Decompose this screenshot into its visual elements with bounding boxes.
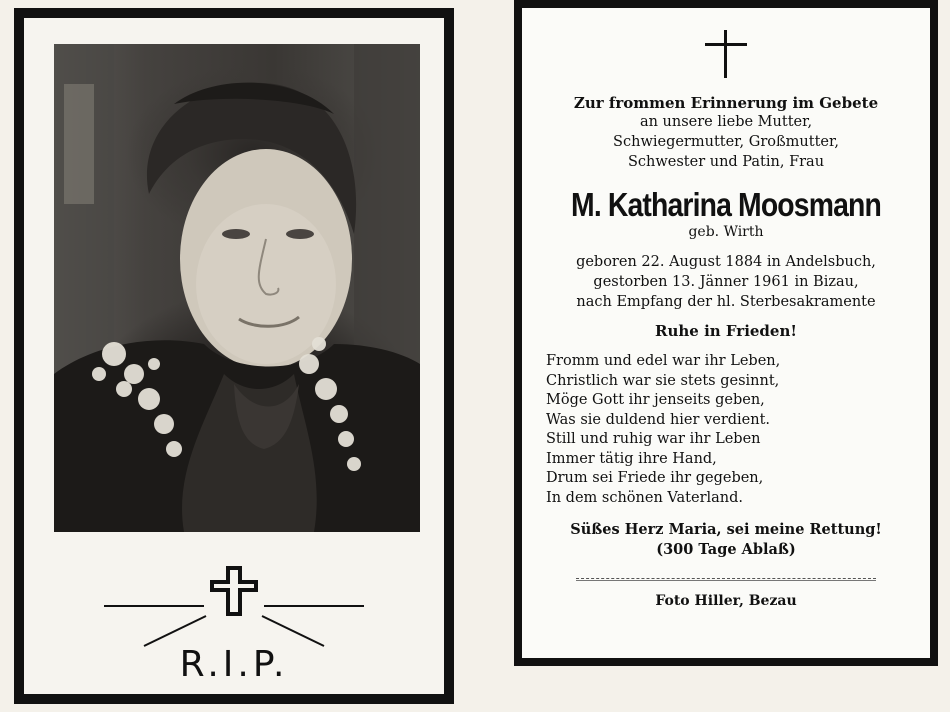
photographer-credit: Foto Hiller, Bezau — [655, 593, 797, 609]
date-line: geboren 22. August 1884 in Andelsbuch, — [576, 254, 876, 270]
poem-line: Immer tätig ihre Hand, — [546, 450, 717, 467]
intro-line: Schwester und Patin, Frau — [627, 154, 825, 170]
poem-line: Still und ruhig war ihr Leben — [546, 431, 761, 447]
intro-block — [522, 112, 930, 172]
left-card-inner — [24, 18, 444, 694]
prayer-line: Süßes Herz Maria, sei meine Rettung! — [570, 521, 882, 538]
poem-line: Möge Gott ihr jenseits geben, — [546, 392, 765, 408]
dates-block — [522, 252, 930, 312]
right-card-inner — [522, 8, 930, 658]
maiden-name: geb. Wirth — [688, 224, 764, 240]
poem-line: Christlich war sie stets gesinnt, — [546, 372, 780, 389]
deceased-name: M. Katharina Moosmann — [571, 186, 881, 223]
intro-line: an unsere liebe Mutter, — [639, 114, 813, 130]
cross-icon — [210, 566, 258, 616]
poem-line: In dem schönen Vaterland. — [546, 489, 744, 506]
intro-line: Schwiegermutter, Großmutter, — [613, 134, 839, 150]
portrait-photo — [54, 44, 420, 532]
prayer-block — [522, 520, 930, 560]
cross-icon — [701, 28, 751, 80]
memorial-card-right — [514, 0, 938, 666]
prayer-line: (300 Tage Ablaß) — [656, 541, 796, 558]
poem-line: Was sie duldend hier verdient. — [546, 411, 771, 428]
rip-emblem — [24, 566, 444, 696]
date-line: gestorben 13. Jänner 1961 in Bizau, — [593, 274, 859, 290]
poem-line: Drum sei Friede ihr gegeben, — [546, 470, 764, 486]
rip-label: R.I.P. — [179, 644, 289, 685]
date-line: nach Empfang der hl. Sterbesakramente — [576, 294, 876, 310]
divider — [576, 578, 876, 581]
rest-in-peace: Ruhe in Frieden! — [655, 322, 797, 340]
poem-line: Fromm und edel war ihr Leben, — [546, 353, 781, 369]
poem-block — [522, 352, 930, 508]
memorial-card-left — [14, 8, 454, 704]
heading: Zur frommen Erinnerung im Gebete — [573, 94, 879, 112]
